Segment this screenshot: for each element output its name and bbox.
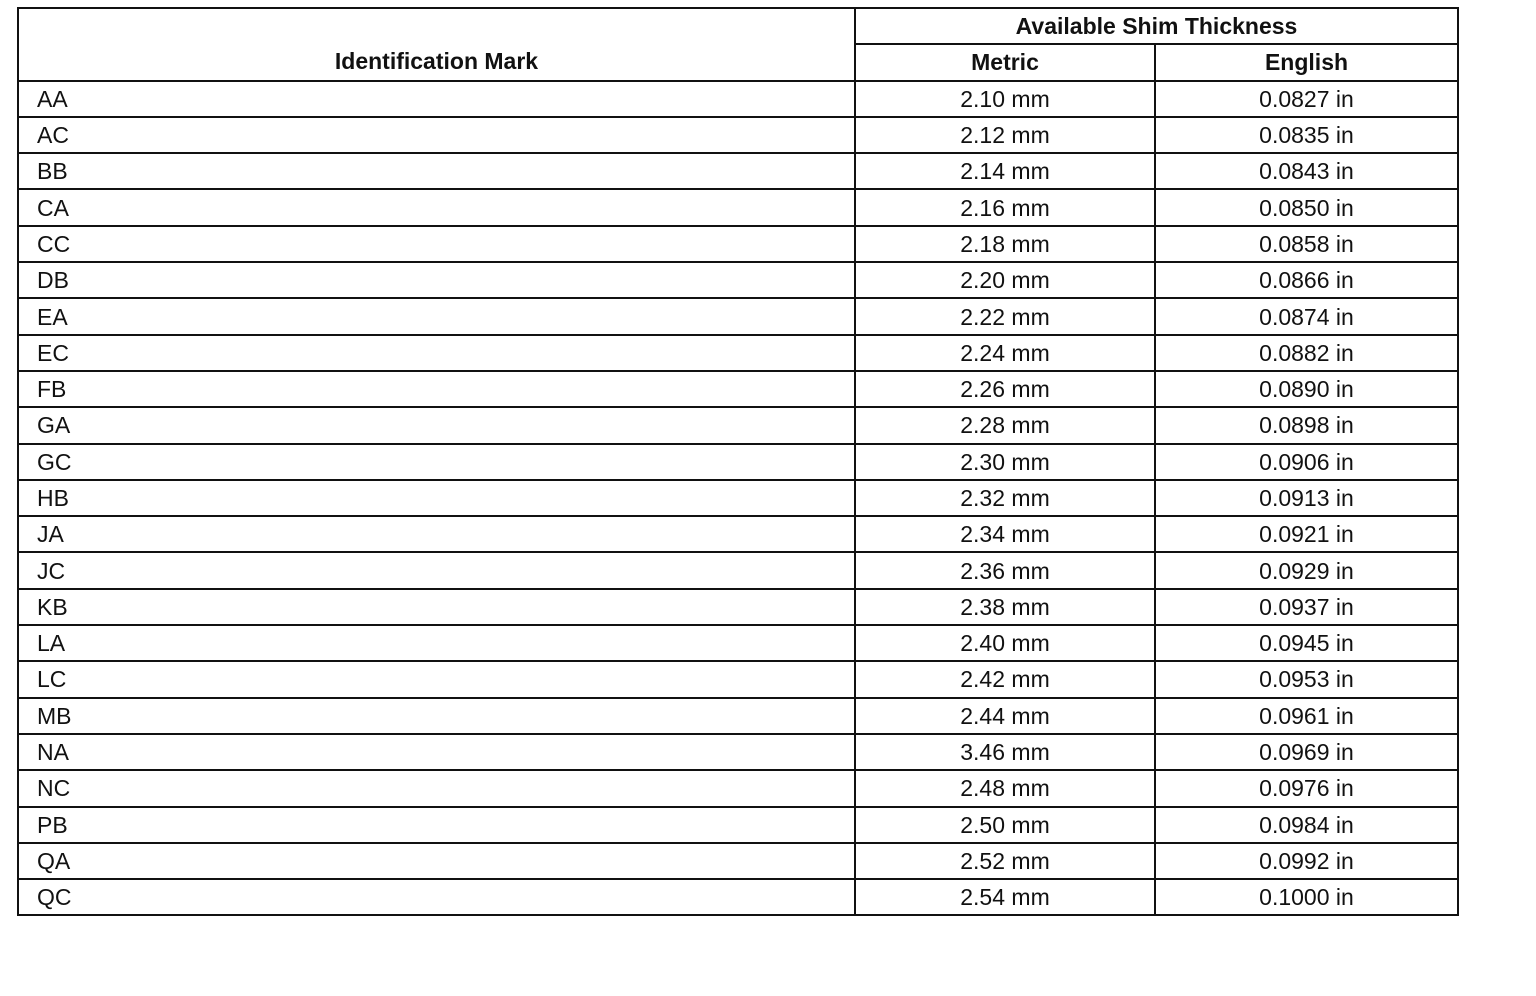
english-thickness-cell: 0.0921 in (1155, 516, 1458, 552)
table-body (18, 81, 1458, 916)
metric-thickness-cell: 2.50 mm (855, 807, 1155, 843)
metric-thickness-cell: 2.54 mm (855, 879, 1155, 915)
metric-thickness-cell: 2.30 mm (855, 444, 1155, 480)
identification-mark-cell: DB (18, 262, 855, 298)
english-thickness-cell: 0.0835 in (1155, 117, 1458, 153)
identification-mark-cell: GC (18, 444, 855, 480)
table-row (18, 589, 1458, 625)
english-header: English (1155, 44, 1458, 80)
english-thickness-cell: 0.0913 in (1155, 480, 1458, 516)
english-thickness-cell: 0.0969 in (1155, 734, 1458, 770)
metric-thickness-cell: 2.36 mm (855, 552, 1155, 588)
english-thickness-cell: 0.0992 in (1155, 843, 1458, 879)
identification-mark-cell: QA (18, 843, 855, 879)
identification-mark-cell: LA (18, 625, 855, 661)
identification-mark-cell: EC (18, 335, 855, 371)
table-row (18, 444, 1458, 480)
english-thickness-cell: 0.0898 in (1155, 407, 1458, 443)
identification-mark-cell: EA (18, 298, 855, 334)
identification-mark-header: Identification Mark (18, 8, 855, 81)
english-thickness-cell: 0.0984 in (1155, 807, 1458, 843)
table-header (18, 8, 1458, 81)
identification-mark-cell: QC (18, 879, 855, 915)
metric-thickness-cell: 2.34 mm (855, 516, 1155, 552)
metric-thickness-cell: 2.40 mm (855, 625, 1155, 661)
identification-mark-cell: CA (18, 189, 855, 225)
table-row (18, 879, 1458, 915)
identification-mark-cell: AA (18, 81, 855, 117)
english-thickness-cell: 0.0843 in (1155, 153, 1458, 189)
table-row (18, 189, 1458, 225)
table-row (18, 661, 1458, 697)
english-thickness-cell: 0.0906 in (1155, 444, 1458, 480)
identification-mark-cell: KB (18, 589, 855, 625)
table-row (18, 698, 1458, 734)
table-row (18, 807, 1458, 843)
metric-thickness-cell: 2.28 mm (855, 407, 1155, 443)
english-thickness-cell: 0.0953 in (1155, 661, 1458, 697)
metric-thickness-cell: 2.20 mm (855, 262, 1155, 298)
identification-mark-cell: AC (18, 117, 855, 153)
header-row-top (18, 8, 1458, 44)
metric-thickness-cell: 2.12 mm (855, 117, 1155, 153)
english-thickness-cell: 0.0882 in (1155, 335, 1458, 371)
metric-thickness-cell: 2.14 mm (855, 153, 1155, 189)
table-row (18, 335, 1458, 371)
english-thickness-cell: 0.0874 in (1155, 298, 1458, 334)
identification-mark-cell: FB (18, 371, 855, 407)
identification-mark-cell: CC (18, 226, 855, 262)
table-row (18, 226, 1458, 262)
identification-mark-cell: HB (18, 480, 855, 516)
metric-thickness-cell: 2.32 mm (855, 480, 1155, 516)
available-shim-thickness-header: Available Shim Thickness (855, 8, 1458, 44)
english-thickness-cell: 0.0945 in (1155, 625, 1458, 661)
metric-thickness-cell: 2.26 mm (855, 371, 1155, 407)
table-row (18, 117, 1458, 153)
identification-mark-cell: JA (18, 516, 855, 552)
metric-thickness-cell: 2.10 mm (855, 81, 1155, 117)
identification-mark-cell: LC (18, 661, 855, 697)
table-row (18, 371, 1458, 407)
english-thickness-cell: 0.0929 in (1155, 552, 1458, 588)
english-thickness-cell: 0.0827 in (1155, 81, 1458, 117)
table-row (18, 552, 1458, 588)
english-thickness-cell: 0.0850 in (1155, 189, 1458, 225)
metric-thickness-cell: 2.48 mm (855, 770, 1155, 806)
metric-thickness-cell: 2.44 mm (855, 698, 1155, 734)
identification-mark-cell: BB (18, 153, 855, 189)
table-row (18, 770, 1458, 806)
table-row (18, 516, 1458, 552)
metric-thickness-cell: 2.42 mm (855, 661, 1155, 697)
table-row (18, 407, 1458, 443)
table-row (18, 153, 1458, 189)
table-row (18, 81, 1458, 117)
metric-thickness-cell: 2.22 mm (855, 298, 1155, 334)
identification-mark-cell: NC (18, 770, 855, 806)
identification-mark-cell: PB (18, 807, 855, 843)
metric-thickness-cell: 2.16 mm (855, 189, 1155, 225)
metric-thickness-cell: 2.18 mm (855, 226, 1155, 262)
table-row (18, 734, 1458, 770)
table-row (18, 298, 1458, 334)
english-thickness-cell: 0.0890 in (1155, 371, 1458, 407)
identification-mark-cell: JC (18, 552, 855, 588)
identification-mark-cell: NA (18, 734, 855, 770)
table-row (18, 625, 1458, 661)
metric-thickness-cell: 3.46 mm (855, 734, 1155, 770)
metric-thickness-cell: 2.38 mm (855, 589, 1155, 625)
table-row (18, 843, 1458, 879)
english-thickness-cell: 0.0866 in (1155, 262, 1458, 298)
metric-header: Metric (855, 44, 1155, 80)
shim-thickness-table (17, 7, 1459, 916)
english-thickness-cell: 0.0937 in (1155, 589, 1458, 625)
english-thickness-cell: 0.1000 in (1155, 879, 1458, 915)
english-thickness-cell: 0.0976 in (1155, 770, 1458, 806)
english-thickness-cell: 0.0858 in (1155, 226, 1458, 262)
identification-mark-cell: MB (18, 698, 855, 734)
metric-thickness-cell: 2.52 mm (855, 843, 1155, 879)
english-thickness-cell: 0.0961 in (1155, 698, 1458, 734)
metric-thickness-cell: 2.24 mm (855, 335, 1155, 371)
table-row (18, 480, 1458, 516)
identification-mark-cell: GA (18, 407, 855, 443)
table-row (18, 262, 1458, 298)
